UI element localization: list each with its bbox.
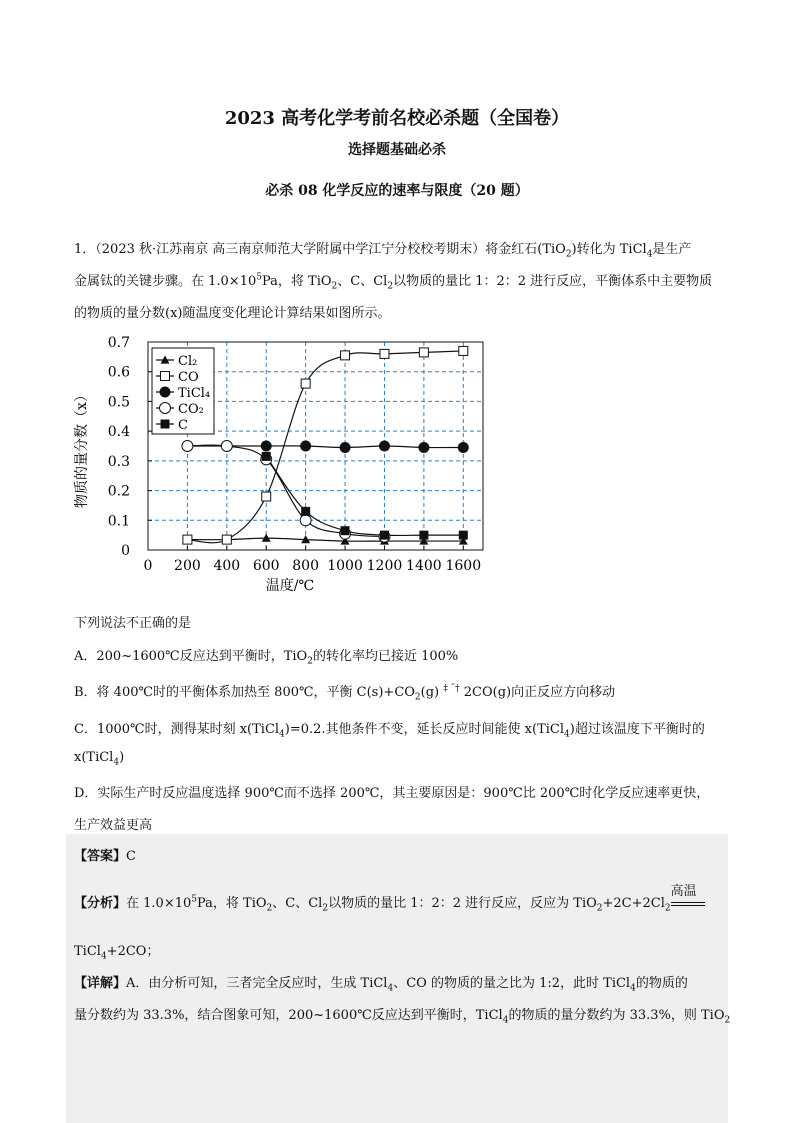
y-axis-label: 物质的量分数（x） [74, 388, 90, 508]
data-point [301, 507, 310, 516]
data-point [458, 442, 469, 453]
x-tick-label: 800 [292, 558, 320, 574]
y-tick-label: 0.4 [107, 424, 130, 441]
legend-marker [160, 403, 171, 414]
question-line-1: 1．（2023 秋·江苏南京 高三南京师范大学附属中学江宁分校校考期末）将金红石(TiO$_2$)转化为 TiCl$_4$是生产 [74, 242, 692, 260]
y-tick-label: 0.1 [107, 513, 130, 530]
x-tick-label: 400 [213, 558, 241, 574]
x-tick-label: 200 [174, 558, 201, 574]
data-point [380, 531, 389, 540]
section-title: 必杀 08 化学反应的速率与限度（20 题） [265, 183, 529, 199]
legend [152, 348, 214, 434]
legend-label: CO [178, 370, 199, 385]
data-point [262, 492, 271, 501]
analysis-line-2: TiCl$_4$+2CO； [74, 944, 160, 962]
data-point [261, 441, 272, 452]
data-point [419, 531, 428, 540]
data-point [380, 349, 389, 358]
data-point [301, 379, 310, 388]
page-title: 2023 高考化学考前名校必杀题（全国卷） [224, 108, 570, 129]
data-point [182, 441, 193, 452]
option-d-line-1: D．实际生产时反应温度选择 900℃而不选择 200℃，其主要原因是：900℃比 200℃时化学反应速率更快， [74, 786, 710, 801]
y-tick-label: 0.2 [107, 483, 130, 500]
data-point [341, 526, 350, 535]
equilibrium-mark: ‡ ˆ† [443, 684, 460, 694]
data-point [300, 515, 311, 526]
high-temp-condition: 高温 [671, 896, 705, 911]
page-subtitle: 选择题基础必杀 [348, 142, 446, 158]
detail-line-1: 【详解】A．由分析可知，三者完全反应时，生成 TiCl$_4$、CO 的物质的量之比为 1:2，此时 TiCl$_4$的物质的 [74, 976, 688, 994]
data-point [459, 531, 468, 540]
detail-line-2: 量分数约为 33.3%，结合图象可知，200~1600℃反应达到平衡时，TiCl$_4$的物质的量分数约为 33.3%，则 TiO$_2$ [74, 1008, 731, 1026]
legend-marker [161, 372, 170, 381]
x-tick-label: 600 [252, 558, 280, 574]
legend-marker [160, 387, 171, 398]
data-point [341, 351, 350, 360]
question-prompt: 下列说法不正确的是 [74, 616, 192, 631]
y-tick-label: 0.5 [107, 394, 130, 411]
data-point [222, 535, 231, 544]
data-point [459, 346, 468, 355]
option-d-line-2: 生产效益更高 [74, 818, 153, 833]
series-line [266, 456, 463, 535]
question-line-2: 金属钛的关键步骤。在 $1.0\times 10^5Pa$，将 TiO$_2$、C、$Cl_2$以物质的量比 1：2：2 进行反应，平衡体系中主要物质 [74, 272, 713, 292]
data-point [300, 441, 311, 452]
answer-line: 【答案】C [74, 849, 136, 864]
data-point [379, 441, 390, 452]
legend-label: C [178, 418, 188, 433]
x-tick-label: 1400 [406, 558, 442, 574]
legend-marker [161, 420, 170, 429]
x-tick-label: 0 [143, 558, 153, 574]
x-axis-label: 温度/℃ [265, 578, 315, 594]
data-point [221, 441, 232, 452]
x-tick-label: 1200 [366, 558, 403, 574]
y-tick-label: 0 [121, 543, 130, 559]
y-tick-label: 0.7 [107, 335, 130, 351]
option-a: A．200~1600℃反应达到平衡时，TiO$_2$的转化率均已接近 100% [74, 649, 459, 667]
data-point [183, 535, 192, 544]
legend-label: TiCl₄ [178, 386, 211, 401]
option-b: B．将 400℃时的平衡体系加热至 800℃，平衡 $C(s)+CO_2(g)$ $^{\ddagger ˆ\dagger}$ 2CO(g)向正反应方向移动 [74, 684, 616, 703]
data-point [419, 348, 428, 357]
data-point [262, 452, 271, 461]
y-tick-label: 0.3 [107, 453, 130, 470]
x-tick-label: 1600 [445, 558, 482, 574]
mole-fraction-chart [60, 330, 490, 600]
option-c-line-2: x(TiCl$_4$) [74, 750, 125, 768]
data-point [418, 442, 429, 453]
y-tick-label: 0.6 [107, 364, 130, 381]
data-point [340, 442, 351, 453]
question-line-3: 的物质的量分数(x)随温度变化理论计算结果如图所示。 [74, 306, 391, 321]
x-tick-label: 1000 [327, 558, 363, 574]
analysis-line: 【分析】在 $1.0\times 10^5Pa$，将 TiO$_2$、C、$Cl_2$以物质的量比 1：2：2 进行反应，反应为 $TiO_2+2C+2Cl_2$ 高温 [74, 892, 705, 914]
legend-label: CO₂ [178, 402, 204, 417]
option-c-line-1: C．1000℃时，测得某时刻 x(TiCl$_4$)=0.2.其他条件不变，延长反应时间能使 x(TiCl$_4$)超过该温度下平衡时的 [74, 722, 705, 740]
legend-label: Cl₂ [178, 354, 198, 369]
